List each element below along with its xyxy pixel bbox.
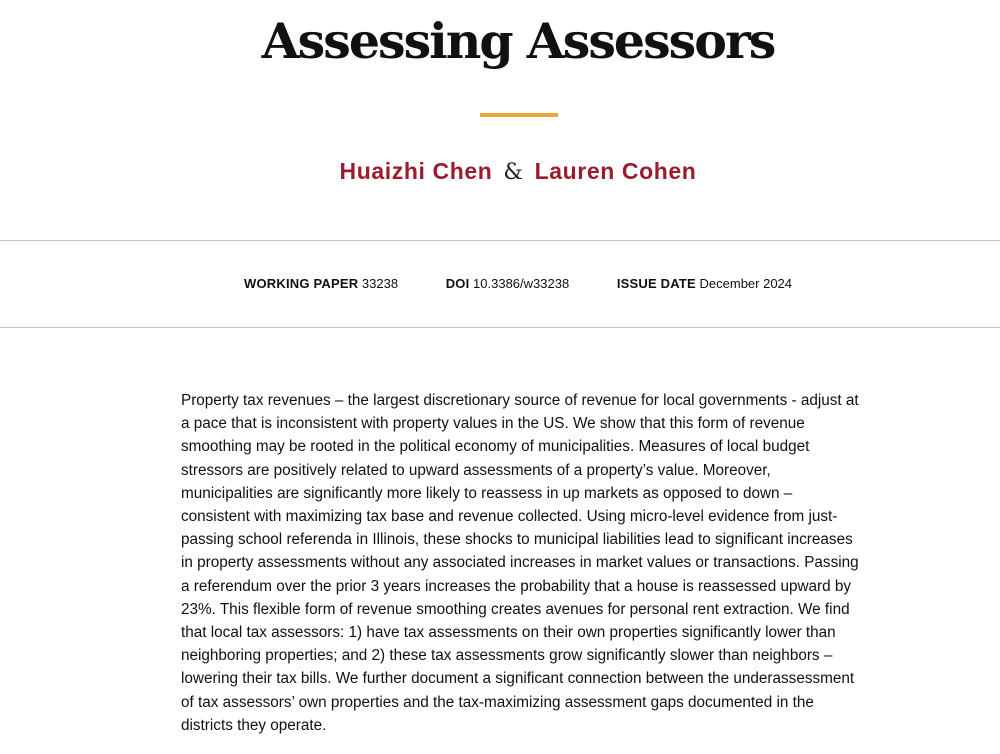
doi-meta bbox=[446, 276, 570, 292]
working-paper-number: 33238 bbox=[361, 276, 399, 291]
paper-meta-band bbox=[0, 240, 1000, 328]
doi-value: 10.3386/w33238 bbox=[473, 276, 570, 291]
issue-date-meta bbox=[617, 276, 792, 292]
paper-meta-row bbox=[0, 276, 1000, 292]
working-paper-label: WORKING PAPER bbox=[243, 276, 359, 291]
issue-date-label: ISSUE DATE bbox=[616, 276, 696, 291]
doi-label: DOI bbox=[445, 276, 470, 291]
author-list bbox=[0, 154, 1000, 190]
abstract-text: Property tax revenues – the largest discretionary source of revenue for local governments - adjust at a pace that is inconsistent with property values in the US. We show that this form of revenue smoothing may be rooted in the political economy of municipalities. Measures of local budget stressors are positively related to upward assessments of a property’s value. Moreover, municipalities are significantly more likely to reassess in up markets as opposed to down – consistent with maximizing tax base and revenue collected. Using micro-level evidence from just-passing school referenda in Illinois, these shocks to municipal liabilities lead to significant increases in property assessments without any associated increases in market values or transactions. Passing a referendum over the prior 3 years increases the probability that a house is reassessed upward by 23%. This flexible form of revenue smoothing creates avenues for personal rent extraction. We find that local tax assessors: 1) have tax assessments on their own properties significantly lower than neighboring properties; and 2) these tax assessments grow significantly slower than neighbors – lowering their tax bills. We further document a significant connection between the underassessment of tax assessors’ own properties and the tax-maximizing assessment gaps documented in the districts they operate. bbox=[181, 392, 859, 734]
author-separator: & bbox=[503, 160, 524, 185]
working-paper-meta bbox=[244, 276, 398, 292]
author-link-huaizhi-chen[interactable]: Huaizhi Chen bbox=[339, 158, 493, 184]
issue-date-value: December 2024 bbox=[699, 276, 793, 291]
paper-title: Assessing Assessors bbox=[261, 12, 775, 70]
title-accent-rule bbox=[480, 113, 558, 117]
author-link-lauren-cohen[interactable]: Lauren Cohen bbox=[534, 158, 697, 184]
